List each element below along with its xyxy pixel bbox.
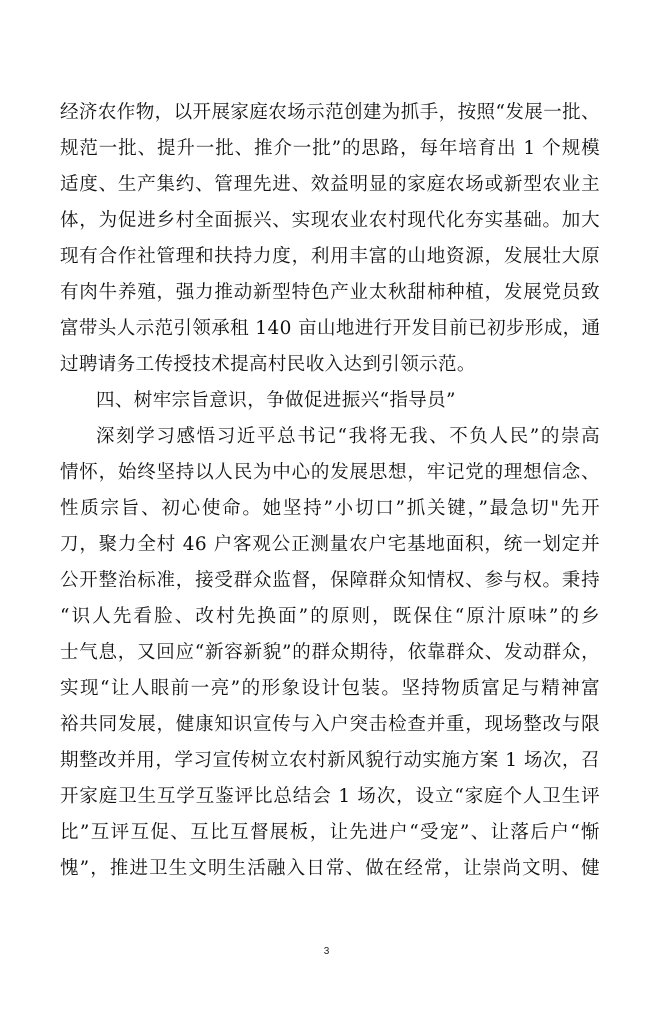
paragraph-2-line-6: “识人先看脸、改村先换面”的原则，既保住“原汁原味”的乡 — [60, 606, 600, 627]
paragraph-2-line-13: 愧”，推进卫生文明生活融入日常、做在经常，让崇尚文明、健 — [60, 858, 600, 879]
paragraph-2-line-9: 裕共同发展，健康知识宣传与入户突击检查并重，现场整改与限 — [60, 714, 600, 735]
paragraph-2-line-10: 期整改并用，学习宣传树立农村新风貌行动实施方案 1 场次，召 — [60, 750, 600, 771]
paragraph-1-line-8: 过聘请务工传授技术提高村民收入达到引领示范。 — [60, 354, 476, 375]
paragraph-2-line-7: 士气息，又回应“新容新貌”的群众期待，依靠群众、发动群众， — [60, 642, 600, 663]
paragraph-1-line-3: 适度、生产集约、管理先进、效益明显的家庭农场或新型农业主 — [60, 174, 600, 195]
paragraph-2-line-11: 开家庭卫生互学互鉴评比总结会 1 场次，设立“家庭个人卫生评 — [60, 786, 600, 807]
paragraph-2-line-2: 情怀，始终坚持以人民为中心的发展思想，牢记党的理想信念、 — [60, 462, 600, 483]
paragraph-1-line-5: 现有合作社管理和扶持力度，利用丰富的山地资源，发展壮大原 — [60, 246, 600, 267]
section-heading: 四、树牢宗旨意识，争做促进振兴“指导员” — [96, 390, 456, 411]
paragraph-1-line-4: 体，为促进乡村全面振兴、实现农业农村现代化夯实基础。加大 — [60, 210, 600, 231]
paragraph-2-line-4: 刀，聚力全村 46 户客观公正测量农户宅基地面积，统一划定并 — [60, 534, 600, 555]
paragraph-2-line-12: 比”互评互促、互比互督展板，让先进户“受宠”、让落后户“惭 — [60, 822, 600, 843]
paragraph-1-line-1: 经济农作物，以开展家庭农场示范创建为抓手，按照“发展一批、 — [60, 102, 600, 123]
paragraph-2-line-5: 公开整治标准，接受群众监督，保障群众知情权、参与权。秉持 — [60, 570, 600, 591]
paragraph-2-line-1: 深刻学习感悟习近平总书记“我将无我、不负人民”的崇高 — [96, 426, 600, 447]
paragraph-1-line-7: 富带头人示范引领承租 140 亩山地进行开发目前已初步形成，通 — [60, 318, 601, 339]
paragraph-2-line-8: 实现“让人眼前一亮”的形象设计包装。坚持物质富足与精神富 — [60, 678, 600, 699]
paragraph-1-line-6: 有肉牛养殖，强力推动新型特色产业太秋甜柿种植，发展党员致 — [60, 282, 600, 303]
paragraph-2-line-3: 性质宗旨、初心使命。她坚持”小切口”抓关键，”最急切"先开 — [60, 498, 600, 519]
page-number: 3 — [323, 946, 330, 957]
paragraph-1-line-2: 规范一批、提升一批、推介一批”的思路，每年培育出 1 个规模 — [60, 138, 600, 159]
